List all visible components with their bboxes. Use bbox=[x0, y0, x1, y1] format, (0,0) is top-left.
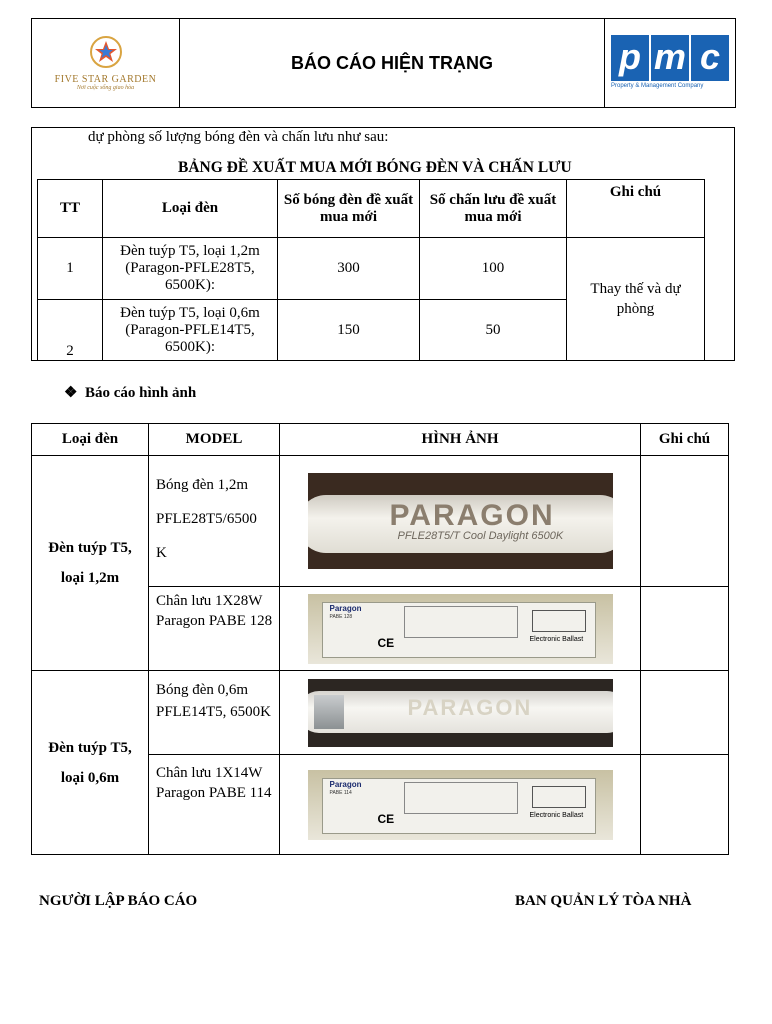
photo-ballast-114 bbox=[280, 755, 641, 855]
ballast-model: PABE 114 bbox=[329, 789, 352, 796]
photo-tube-1-2m bbox=[280, 456, 641, 587]
ballast-photo bbox=[308, 770, 613, 840]
pmc-subtitle: Property & Management Company bbox=[611, 82, 704, 89]
lamp-type: Đèn tuýp T5, loại 0,6m bbox=[32, 671, 149, 855]
tube-photo bbox=[308, 473, 613, 569]
proposal-title: BẢNG ĐỀ XUẤT MUA MỚI BÓNG ĐÈN VÀ CHẤN LƯU bbox=[178, 159, 572, 176]
logo-name: FIVE STAR GARDEN bbox=[54, 74, 157, 85]
diamond-bullet-icon: ❖ bbox=[64, 385, 78, 401]
note-cell bbox=[641, 587, 729, 671]
image-table bbox=[31, 423, 729, 855]
signature-management: BAN QUẢN LÝ TÒA NHÀ bbox=[515, 893, 692, 909]
col-type: Loại đèn bbox=[103, 180, 278, 238]
row-note: Thay thế và dự phòng bbox=[567, 238, 705, 361]
row-bulbs: 150 bbox=[278, 300, 420, 361]
tube-brand: PARAGON bbox=[389, 499, 555, 532]
photo-ballast-128 bbox=[280, 587, 641, 671]
row-tt: 1 bbox=[38, 238, 103, 300]
col-photo: HÌNH ẢNH bbox=[280, 424, 641, 456]
wiring-diagram-icon bbox=[532, 610, 586, 632]
col-bulbs: Số bóng đèn đề xuất mua mới bbox=[278, 180, 420, 238]
tube-code: PFLE28T5/T Cool Daylight 6500K bbox=[397, 530, 564, 542]
model-text: Bóng đèn 1,2m PFLE28T5/6500K bbox=[149, 456, 280, 587]
pmc-letter-p: p bbox=[611, 35, 649, 81]
tube-photo bbox=[308, 679, 613, 747]
col-note: Ghi chú bbox=[641, 424, 729, 456]
section-title: Báo cáo hình ảnh bbox=[84, 385, 197, 401]
ce-mark-icon: CE bbox=[377, 635, 395, 650]
document-header bbox=[31, 18, 736, 108]
photo-tube-0-6m bbox=[280, 671, 641, 755]
col-type: Loại đèn bbox=[32, 424, 149, 456]
row-bulbs: 300 bbox=[278, 238, 420, 300]
ballast-brand: Paragon bbox=[329, 779, 362, 789]
model-text: Chân lưu 1X14W Paragon PABE 114 bbox=[149, 755, 280, 855]
section-heading bbox=[64, 383, 196, 402]
note-cell bbox=[641, 755, 729, 855]
five-star-garden-logo bbox=[32, 19, 180, 108]
proposal-intro: dự phòng số lượng bóng đèn và chấn lưu như sau: bbox=[88, 129, 389, 145]
tube-brand: PARAGON bbox=[407, 694, 533, 720]
ballast-photo bbox=[308, 594, 613, 664]
wiring-diagram-icon bbox=[532, 786, 586, 808]
ballast-brand: Paragon bbox=[329, 603, 362, 613]
row-type: Đèn tuýp T5, loại 0,6m (Paragon-PFLE14T5, 6500K): bbox=[103, 300, 278, 361]
col-ballasts: Số chấn lưu đề xuất mua mới bbox=[420, 180, 567, 238]
note-cell bbox=[641, 671, 729, 755]
document-title: BÁO CÁO HIỆN TRẠNG bbox=[180, 19, 605, 108]
pmc-letter-m: m bbox=[651, 35, 689, 81]
row-type: Đèn tuýp T5, loại 1,2m (Paragon-PFLE28T5, 6500K): bbox=[103, 238, 278, 300]
pmc-logo bbox=[605, 19, 736, 108]
ballast-label: Electronic Ballast bbox=[529, 635, 584, 643]
logo-tagline: Nơi cuộc sống giao hòa bbox=[76, 85, 135, 91]
col-model: MODEL bbox=[149, 424, 280, 456]
signature-preparer: NGƯỜI LẬP BÁO CÁO bbox=[39, 893, 198, 909]
pmc-letter-c: c bbox=[691, 35, 729, 81]
col-tt: TT bbox=[38, 180, 103, 238]
ballast-model: PABE 128 bbox=[329, 613, 353, 620]
lamp-type: Đèn tuýp T5, loại 1,2m bbox=[32, 456, 149, 671]
table-row bbox=[32, 671, 729, 755]
row-tt: 2 bbox=[38, 300, 103, 361]
model-text: Chân lưu 1X28W Paragon PABE 128 bbox=[149, 587, 280, 671]
col-note: Ghi chú bbox=[567, 180, 705, 238]
proposal-table bbox=[37, 179, 705, 361]
star-logo-icon bbox=[89, 35, 123, 69]
table-row bbox=[38, 238, 705, 300]
table-row bbox=[32, 456, 729, 587]
row-ballasts: 100 bbox=[420, 238, 567, 300]
ce-mark-icon: CE bbox=[377, 811, 395, 826]
note-cell bbox=[641, 456, 729, 587]
ballast-label: Electronic Ballast bbox=[529, 811, 584, 819]
row-ballasts: 50 bbox=[420, 300, 567, 361]
model-text: Bóng đèn 0,6m PFLE14T5, 6500K bbox=[149, 671, 280, 755]
